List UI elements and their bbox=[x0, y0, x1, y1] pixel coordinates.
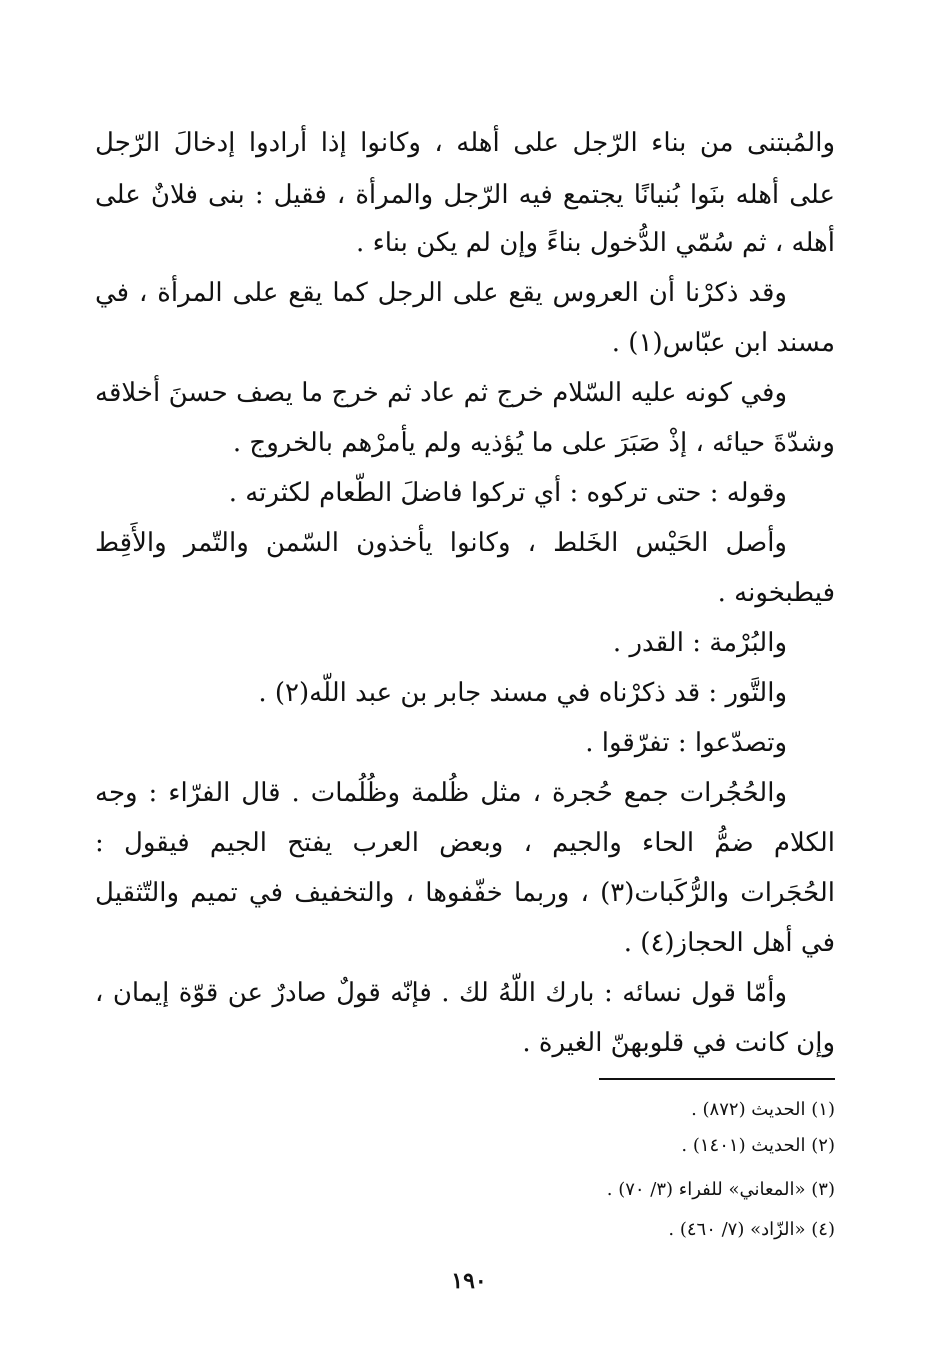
text-line: وقوله : حتى تركوه : أي تركوا فاضلَ الطّعام لكثرته . bbox=[228, 478, 787, 508]
page-number: ١٩٠ bbox=[451, 1268, 487, 1294]
text-line: والمُبتنى من بناء الرّجل على أهله ، وكانوا إذا أرادوا إدخالَ الرّجل bbox=[95, 128, 835, 158]
text-line: على أهله بنَوا بُنيانًا يجتمع فيه الرّجل والمرأة ، فقيل : بنى فلانٌ على bbox=[95, 180, 835, 210]
footnote: (٤) «الزّاد» (٧/ ٤٦٠) . bbox=[668, 1219, 835, 1240]
text-line: وإن كانت في قلوبهنّ الغيرة . bbox=[522, 1028, 835, 1058]
text-line: أهله ، ثم سُمّي الدُّخول بناءً وإن لم يكن بناء . bbox=[356, 228, 835, 258]
text-line: في أهل الحجاز(٤) . bbox=[623, 928, 835, 958]
text-line: وشدّةَ حيائه ، إذْ صَبَرَ على ما يُؤذيه ولم يأمرْهم بالخروج . bbox=[232, 428, 835, 458]
text-line: والبُرْمة : القدر . bbox=[612, 628, 787, 658]
footnote: (١) الحديث (٨٧٢) . bbox=[691, 1099, 835, 1120]
text-line: وأصل الحَيْس الخَلط ، وكانوا يأخذون السّمن والتّمر والأَقِط bbox=[95, 528, 787, 558]
text-line: الكلام ضمُّ الحاء والجيم ، وبعض العرب يفتح الجيم فيقول : bbox=[95, 828, 835, 858]
footnote: (٣) «المعاني» للفراء (٣/ ٧٠) . bbox=[606, 1179, 835, 1200]
text-line: الحُجَرات والرُّكَبات(٣) ، وربما خفّفوها ، والتخفيف في تميم والتّثقيل bbox=[95, 878, 835, 908]
footnote-separator bbox=[599, 1078, 835, 1080]
text-line: والحُجُرات جمع حُجرة ، مثل ظُلمة وظُلُمات . قال الفرّاء : وجه bbox=[95, 778, 787, 808]
footnote: (٢) الحديث (١٤٠١) . bbox=[681, 1135, 835, 1156]
text-line: والتَّور : قد ذكرْناه في مسند جابر بن عبد اللّه(٢) . bbox=[258, 678, 787, 708]
text-line: وفي كونه عليه السّلام خرج ثم عاد ثم خرج ما يصف حسنَ أخلاقه bbox=[95, 378, 787, 408]
text-line: فيطبخونه . bbox=[717, 578, 835, 608]
book-page bbox=[95, 0, 835, 1359]
text-line: مسند ابن عبّاس(١) . bbox=[611, 328, 835, 358]
text-line: وأمّا قول نسائه : بارك اللّهُ لك . فإنّه قولٌ صادرٌ عن قوّة إيمان ، bbox=[95, 978, 787, 1008]
text-line: وقد ذكرْنا أن العروس يقع على الرجل كما يقع على المرأة ، في bbox=[95, 278, 787, 308]
text-line: وتصدّعوا : تفرّقوا . bbox=[585, 728, 787, 758]
